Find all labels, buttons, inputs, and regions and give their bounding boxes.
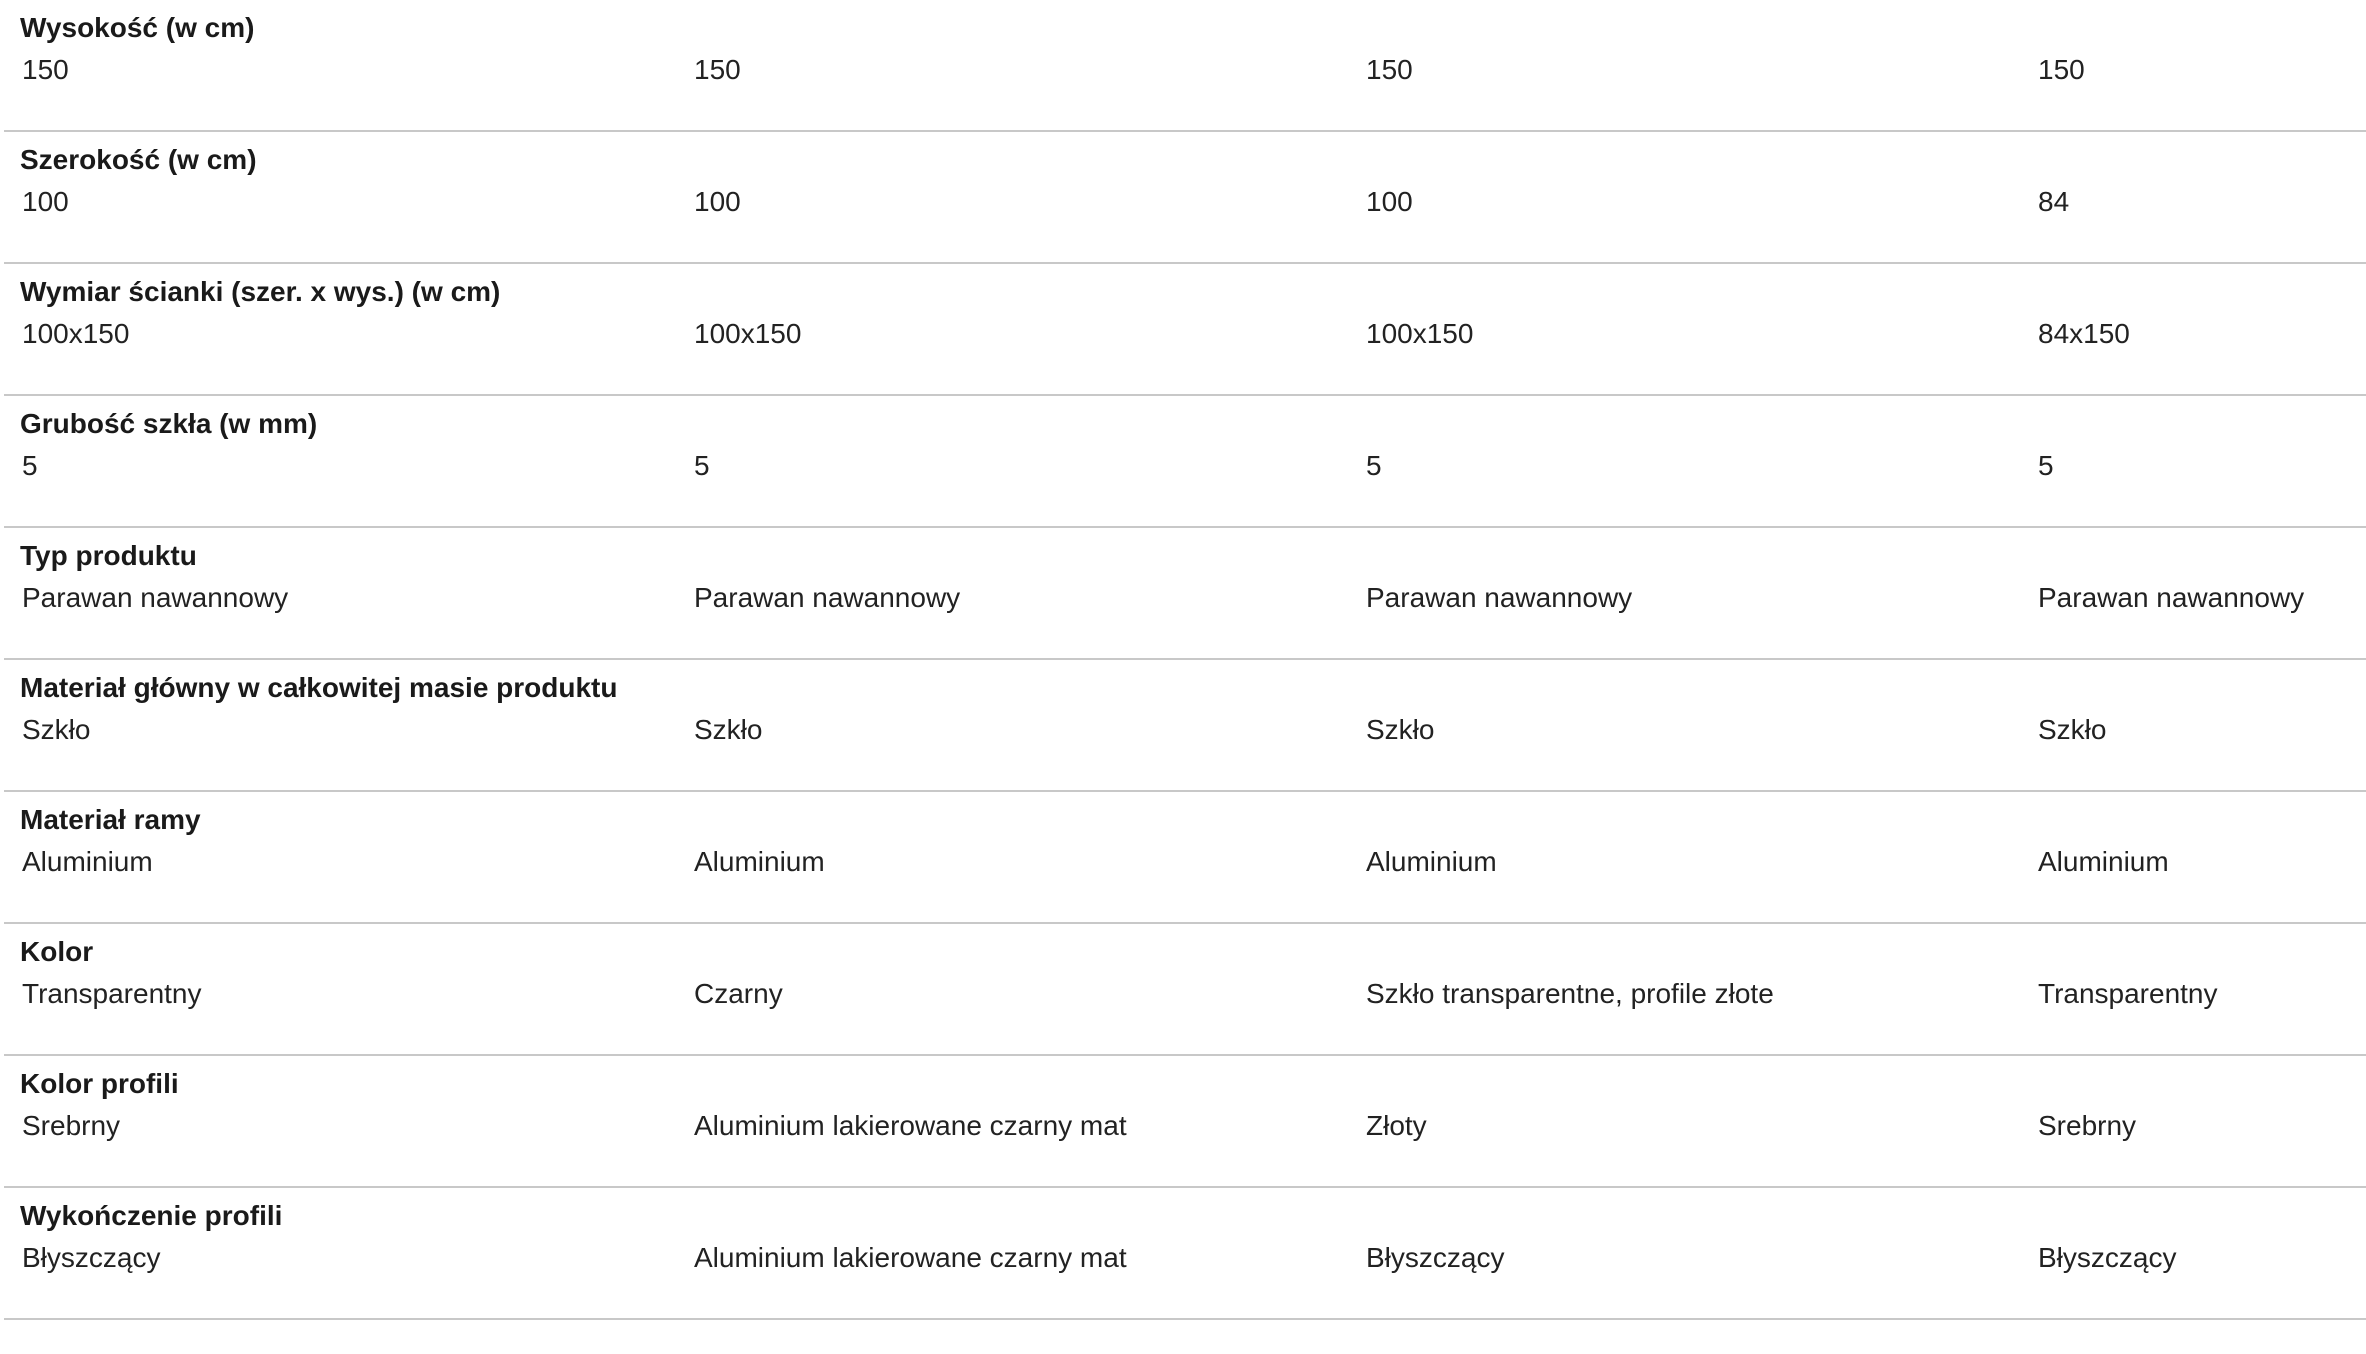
spec-value: 5 [22, 450, 38, 481]
spec-value: 84x150 [2038, 318, 2130, 349]
spec-comparison-table [4, 0, 2366, 1320]
spec-value: Parawan nawannowy [2038, 582, 2305, 613]
spec-label: Kolor [20, 936, 94, 967]
spec-row-frame-material [4, 792, 2366, 924]
spec-value: 100x150 [694, 318, 802, 349]
spec-label: Materiał ramy [20, 804, 201, 835]
spec-label: Szerokość (w cm) [20, 144, 257, 175]
spec-value: 100 [694, 186, 741, 217]
spec-label: Typ produktu [20, 540, 197, 571]
spec-label: Grubość szkła (w mm) [20, 408, 318, 439]
spec-label: Wysokość (w cm) [20, 12, 255, 43]
spec-value: Srebrny [2038, 1110, 2137, 1141]
spec-label: Wymiar ścianki (szer. x wys.) (w cm) [20, 276, 501, 307]
spec-value: 5 [1366, 450, 1382, 481]
spec-value: 5 [2038, 450, 2054, 481]
spec-value: Aluminium [694, 846, 825, 877]
spec-row-height [4, 0, 2366, 132]
spec-value: 84 [2038, 186, 2070, 217]
spec-value: 150 [694, 54, 741, 85]
spec-value: Czarny [694, 978, 783, 1009]
spec-value: Parawan nawannowy [694, 582, 961, 613]
spec-value: 150 [1366, 54, 1413, 85]
spec-value: Aluminium [22, 846, 153, 877]
spec-value: 5 [694, 450, 710, 481]
spec-value: Szkło transparentne, profile złote [1366, 978, 1774, 1009]
spec-value: Aluminium [2038, 846, 2169, 877]
spec-value: Błyszczący [1366, 1242, 1505, 1273]
spec-value: 100 [22, 186, 69, 217]
spec-row-wall-dimension [4, 264, 2366, 396]
spec-value: Transparentny [2038, 978, 2218, 1009]
spec-row-width [4, 132, 2366, 264]
spec-value: Błyszczący [22, 1242, 161, 1273]
spec-value: 100x150 [22, 318, 130, 349]
spec-row-color [4, 924, 2366, 1056]
spec-value: Aluminium [1366, 846, 1497, 877]
spec-value: 150 [2038, 54, 2085, 85]
spec-value: Szkło [694, 714, 763, 745]
spec-value: Aluminium lakierowane czarny mat [694, 1242, 1127, 1273]
spec-value: 150 [22, 54, 69, 85]
spec-value: Srebrny [22, 1110, 121, 1141]
spec-row-profile-finish [4, 1188, 2366, 1320]
spec-value: Parawan nawannowy [22, 582, 289, 613]
spec-value: Szkło [22, 714, 91, 745]
spec-row-profile-color [4, 1056, 2366, 1188]
spec-label: Wykończenie profili [20, 1200, 283, 1231]
spec-row-product-type [4, 528, 2366, 660]
spec-value: Złoty [1366, 1110, 1427, 1141]
spec-value: 100x150 [1366, 318, 1474, 349]
spec-label: Kolor profili [20, 1068, 179, 1099]
spec-row-main-material [4, 660, 2366, 792]
spec-value: Parawan nawannowy [1366, 582, 1633, 613]
spec-value: Transparentny [22, 978, 202, 1009]
spec-label: Materiał główny w całkowitej masie produktu [20, 672, 618, 703]
spec-value: Błyszczący [2038, 1242, 2177, 1273]
spec-value: 100 [1366, 186, 1413, 217]
spec-value: Szkło [1366, 714, 1435, 745]
spec-row-glass-thickness [4, 396, 2366, 528]
spec-value: Aluminium lakierowane czarny mat [694, 1110, 1127, 1141]
spec-value: Szkło [2038, 714, 2107, 745]
